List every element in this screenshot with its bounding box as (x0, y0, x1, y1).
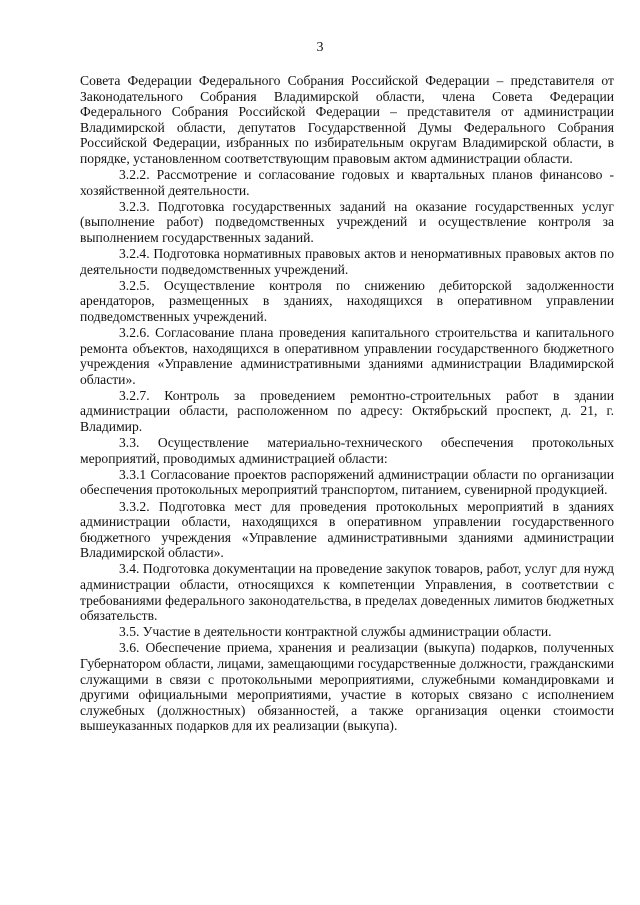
paragraph-3-6: 3.6. Обеспечение приема, хранения и реализации (выкупа) подарков, полученных Губернатором области, лицами, замещающими государственные должности, гражданскими служащими в связи с протокольными мероприятиями, служебными командировками и другими официальными мероприятиями, участие в которых связано с исполнением служебных (должностных) обязанностей, а также организация оценки стоимости вышеуказанных подарков для их реализации (выкупа). (80, 640, 614, 734)
paragraph-3-3: 3.3. Осуществление материально-технического обеспечения протокольных мероприятий, проводимых администрацией области: (80, 435, 614, 466)
paragraph-3-5: 3.5. Участие в деятельности контрактной службы администрации области. (119, 624, 552, 640)
document-body (80, 73, 614, 734)
paragraph-3-2-7: 3.2.7. Контроль за проведением ремонтно-строительных работ в здании администрации области, расположенном по адресу: Октябрьский проспект, д. 21, г. Владимир. (80, 387, 614, 435)
paragraph-3-2-4: 3.2.4. Подготовка нормативных правовых актов и ненормативных правовых актов по деятельности подведомственных учреждений. (80, 246, 614, 277)
page-number: 3 (316, 40, 324, 55)
paragraph-3-4: 3.4. Подготовка документации на проведение закупок товаров, работ, услуг для нужд администрации области, относящихся к компетенции Управления, в соответствии с требованиями федерального законодательства, в пределах доведенных лимитов бюджетных обязательств. (80, 561, 614, 624)
paragraph-3-2-2: 3.2.2. Рассмотрение и согласование годовых и квартальных планов финансово - хозяйственной деятельности. (80, 167, 614, 198)
paragraph-3-2-3: 3.2.3. Подготовка государственных заданий на оказание государственных услуг (выполнение работ) подведомственных учреждений и осуществление контроля за выполнением государственных заданий. (80, 198, 614, 245)
paragraph-3-2-5: 3.2.5. Осуществление контроля по снижению дебиторской задолженности арендаторов, размещенных в зданиях, находящихся в оперативном управлении подведомственных учреждений. (80, 277, 614, 324)
paragraph-3-3-1: 3.3.1 Согласование проектов распоряжений администрации области по организации обеспечения протокольных мероприятий транспортом, питанием, сувенирной продукцией. (80, 466, 614, 498)
paragraph-3-2-6: 3.2.6. Согласование плана проведения капитального строительства и капитального ремонта объектов, находящихся в оперативном управлении государственного бюджетного учреждения «Управление административными зданиями администрации Владимирской области». (80, 325, 614, 387)
paragraph-3-3-2: 3.3.2. Подготовка мест для проведения протокольных мероприятий в зданиях администрации области, находящихся в оперативном управлении государственного бюджетного учреждения «Управление административными зданиями администрации Владимирской области». (80, 498, 614, 561)
paragraph-continuation: Совета Федерации Федерального Собрания Российской Федерации – представителя от Законодательного Собрания Владимирской области, члена Совета Федерации Федерального Собрания Российской Федерации – представителя от администрации Владимирской области, депутатов Государственной Думы Федерального Собрания Российской Федерации, избранных по избирательным округам Владимирской области, в порядке, установленном соответствующим правовым актом администрации области. (80, 73, 614, 166)
